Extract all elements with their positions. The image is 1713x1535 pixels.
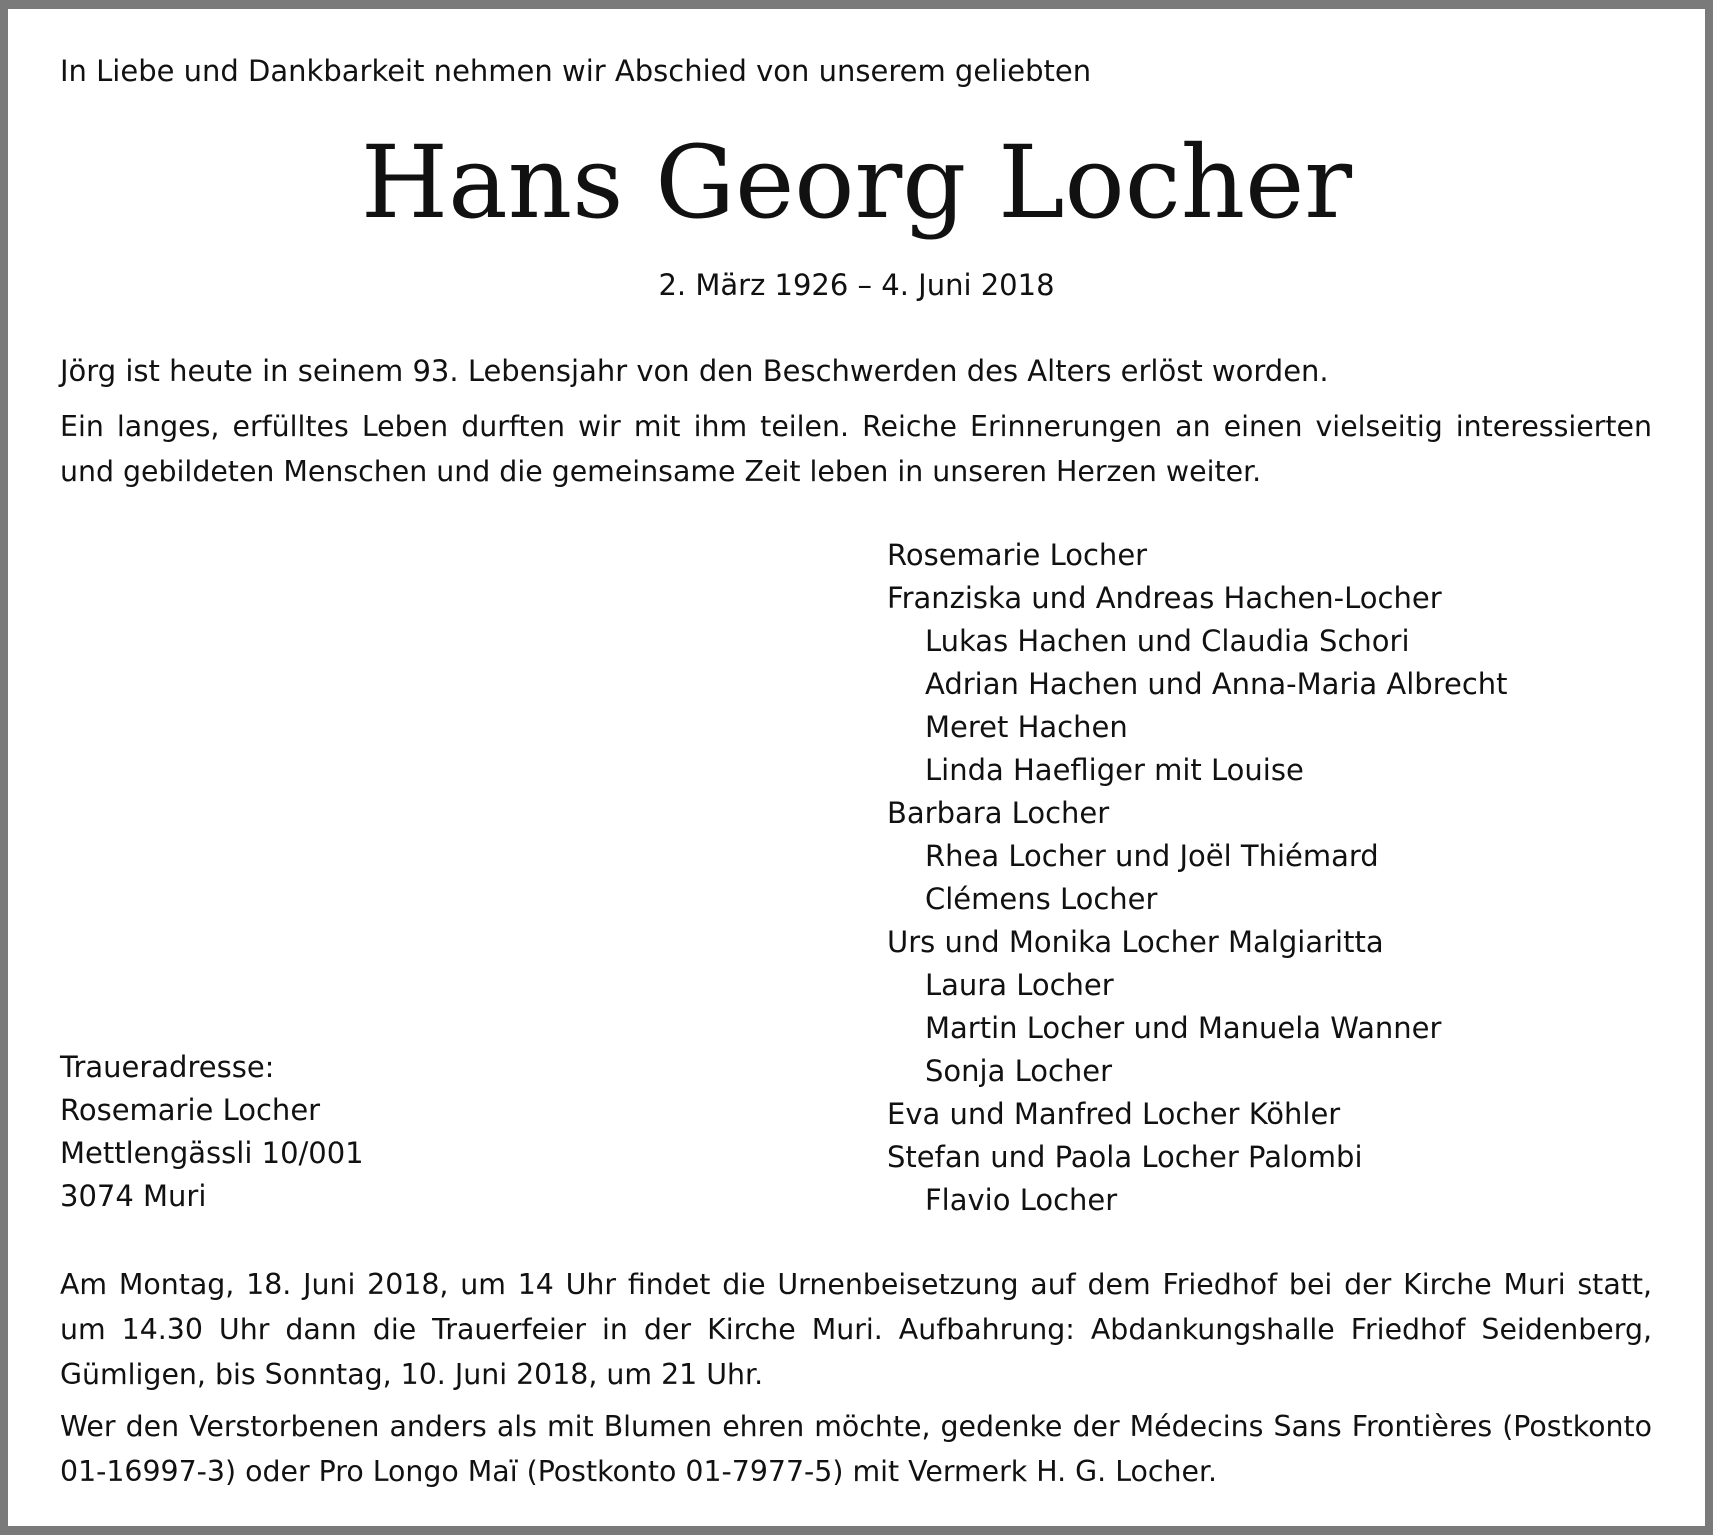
family-member: Franziska und Andreas Hachen-Locher [887,581,1442,615]
family-member: Urs und Monika Locher Malgiaritta [887,925,1384,959]
family-member: Sonja Locher [925,1054,1113,1088]
address-name: Rosemarie Locher [60,1093,321,1127]
family-member: Meret Hachen [925,710,1128,744]
family-member: Laura Locher [925,968,1114,1002]
paragraph-1: Jörg ist heute in seinem 93. Lebensjahr von den Beschwerden des Alters erlöst worden. [60,354,1329,388]
paragraph-donation: Wer den Verstorbenen anders als mit Blumen ehren möchte, gedenke der Médecins Sans Frontières (Postkonto 01-16997-3) oder Pro Longo Maï (Postkonto 01-7977-5) mit Vermerk H. G. Locher. [60,1410,1652,1488]
paragraph-2: Ein langes, erfülltes Leben durften wir mit ihm teilen. Reiche Erinnerungen an einen vielseitig interessierten und gebildeten Menschen und die gemeinsame Zeit leben in unseren Herzen weiter. [60,410,1652,488]
deceased-name: Hans Georg Locher [360,124,1353,241]
address-street: Mettlengässli 10/001 [60,1136,364,1170]
family-member: Rosemarie Locher [887,538,1148,572]
address-label: Traueradresse: [60,1050,275,1084]
address-city: 3074 Muri [60,1179,207,1213]
family-member: Eva und Manfred Locher Köhler [887,1097,1341,1131]
family-member: Clémens Locher [925,882,1158,916]
family-member: Stefan und Paola Locher Palombi [887,1140,1363,1174]
mourning-address [60,1046,364,1218]
family-member: Rhea Locher und Joël Thiémard [925,839,1379,873]
family-member: Flavio Locher [925,1183,1118,1217]
family-member: Barbara Locher [887,796,1110,830]
family-member: Martin Locher und Manuela Wanner [925,1011,1442,1045]
life-dates: 2. März 1926 – 4. Juni 2018 [658,268,1055,302]
family-member: Linda Haefliger mit Louise [925,753,1304,787]
family-member: Lukas Hachen und Claudia Schori [925,624,1410,658]
paragraph-ceremony: Am Montag, 18. Juni 2018, um 14 Uhr findet die Urnenbeisetzung auf dem Friedhof bei der Kirche Muri statt, um 14.30 Uhr dann die Trauerfeier in der Kirche Muri. Aufbahrung: Abdankungshalle Friedhof Seidenberg, Gümligen, bis Sonntag, 10. Juni 2018, um 21 Uhr. [60,1268,1652,1391]
family-member: Adrian Hachen und Anna-Maria Albrecht [925,667,1508,701]
intro-line: In Liebe und Dankbarkeit nehmen wir Abschied von unserem geliebten [60,54,1092,88]
family-list [887,534,1508,1222]
